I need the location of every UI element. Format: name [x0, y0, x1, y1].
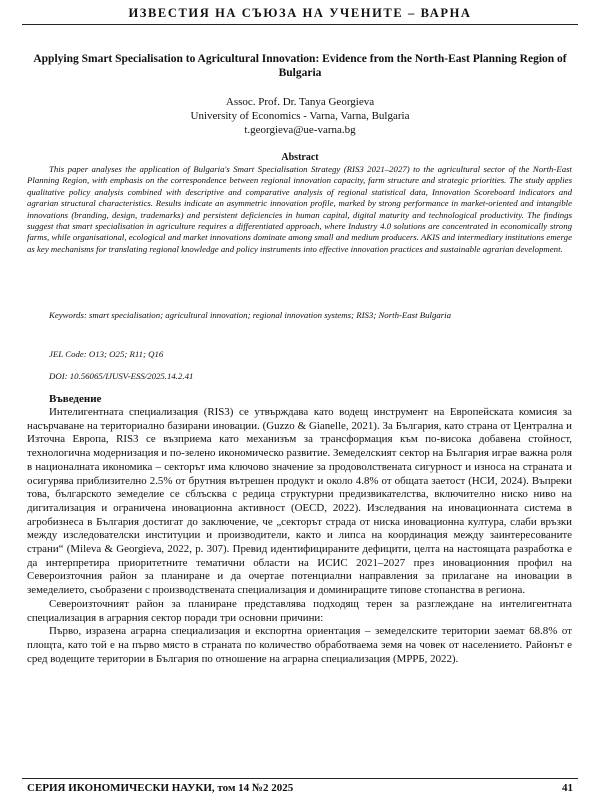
- author-block: [0, 96, 600, 137]
- year: 2025: [271, 782, 294, 794]
- section-heading: Въведение: [49, 393, 102, 405]
- volume: том 14: [217, 782, 250, 794]
- page-number: 41: [562, 782, 573, 794]
- doi: DOI: 10.56065/IJUSV-ESS/2025.14.2.41: [49, 371, 194, 381]
- author-affiliation: University of Economics - Varna, Varna, Bulgaria: [190, 109, 410, 122]
- abstract-text: This paper analyses the application of Bulgaria's Smart Specialisation Strategy (RIS3 2021–2027) to the agricultural sector of the North-East Planning Region, with emphasis on the correspondence between regional innovation capacity, farm structure and strategic priorities. The study applies qualitative policy analysis combined with descriptive and comparative analysis of regional statistical data, Innovation Scoreboard indicators and agrarian structural characteristics. Results indicate an asymmetric innovation profile, marked by strong performance in market-oriented and intangible innovations (branding, design, trademarks) and persistent deficiencies in human capital, digital maturity and technological productivity. The findings suggest that smart specialisation in agriculture requires a differentiated approach, where Industry 4.0 solutions are concentrated in economically strong farms, while organisational, ecological and market innovations dominate among small and medium producers. AKIS and intermediary institutions emerge as key mechanisms for translating regional knowledge and policy instruments into effective innovation practices and sustainable agrarian development.: [27, 164, 572, 254]
- article-title: Applying Smart Specialisation to Agricultural Innovation: Evidence from the North-East Planning Region of Bulgaria: [33, 53, 567, 79]
- jel-codes: JEL Code: O13; O25; R11; Q16: [49, 349, 164, 359]
- series-name: СЕРИЯ ИКОНОМИЧЕСКИ НАУКИ,: [27, 782, 215, 794]
- footer-series: [27, 782, 293, 794]
- paragraph: Първо, изразена аграрна специализация и експортна ориентация – земеделските територии заемат 68.8% от площта, като той е на първо място в страната по количество обработваема земя на човек от населението. Районът е сред водещите територии в България по отношение на аграрна специализация (МРРБ, 2022).: [27, 625, 572, 665]
- paragraph: Североизточният район за планиране представлява подходящ терен за разглеждане на интелигентната специализация в аграрния сектор поради три основни причини:: [27, 597, 572, 624]
- header-divider: [22, 24, 578, 25]
- author-email: t.georgieva@ue-varna.bg: [244, 123, 356, 136]
- abstract-heading: Abstract: [281, 152, 319, 163]
- keywords: Keywords: smart specialisation; agricultural innovation; regional innovation systems; RIS3; North-East Bulgaria: [49, 310, 452, 320]
- issue: №2: [251, 782, 269, 794]
- journal-header: ИЗВЕСТИЯ НА СЪЮЗА НА УЧЕНИТЕ – ВАРНА: [128, 6, 472, 20]
- author-name: Assoc. Prof. Dr. Tanya Georgieva: [225, 96, 375, 108]
- paragraph: Интелигентната специализация (RIS3) се утвърждава като водещ инструмент на Европейската комисия за насърчаване на териториално базирани иновации. (Guzzo & Gianelle, 2021). За България, като страна от Централна и Източна Европа, RIS3 се възприема като механизъм за трансформация към по-висока добавена стойност, технологична модернизация и по-зелено икономическо развитие. Земеделският сектор на България играе важна роля в националната икономика – секторът има ключово значение за продоволствената сигурност и износа на страната и осигурява приблизително 2.5% от брутния вътрешен продукт и около 4.8% от общата заетост (НСИ, 2024). Въпреки това, българското земеделие се сблъсква с редица структурни предизвикателства, включително ниско ниво на дигитализация и ограничена иновационна активност (OECD, 2022). Изследвания на иновационната система в агробизнеса в България достигат до заключение, че „секторът страда от ниска иновационна култура, слаби връзки между изследователски институции и производители, както и липса на координация между заинтересованите страни“ (Mileva & Georgieva, 2022, p. 307). Превид идентифицираните дефицити, целта на настоящата разработка е да интерпретира приоритетните тематични области на ИСИС 2021–2027 през иновационния профил на Североизточния район за планиране и да очертае потенциални направления за прилагане на иновации в земеделието, съобразени с производствената специализация и доминиращите типове стопанства в региона.: [27, 406, 572, 597]
- footer-divider: [22, 778, 578, 779]
- introduction-body: [27, 406, 572, 666]
